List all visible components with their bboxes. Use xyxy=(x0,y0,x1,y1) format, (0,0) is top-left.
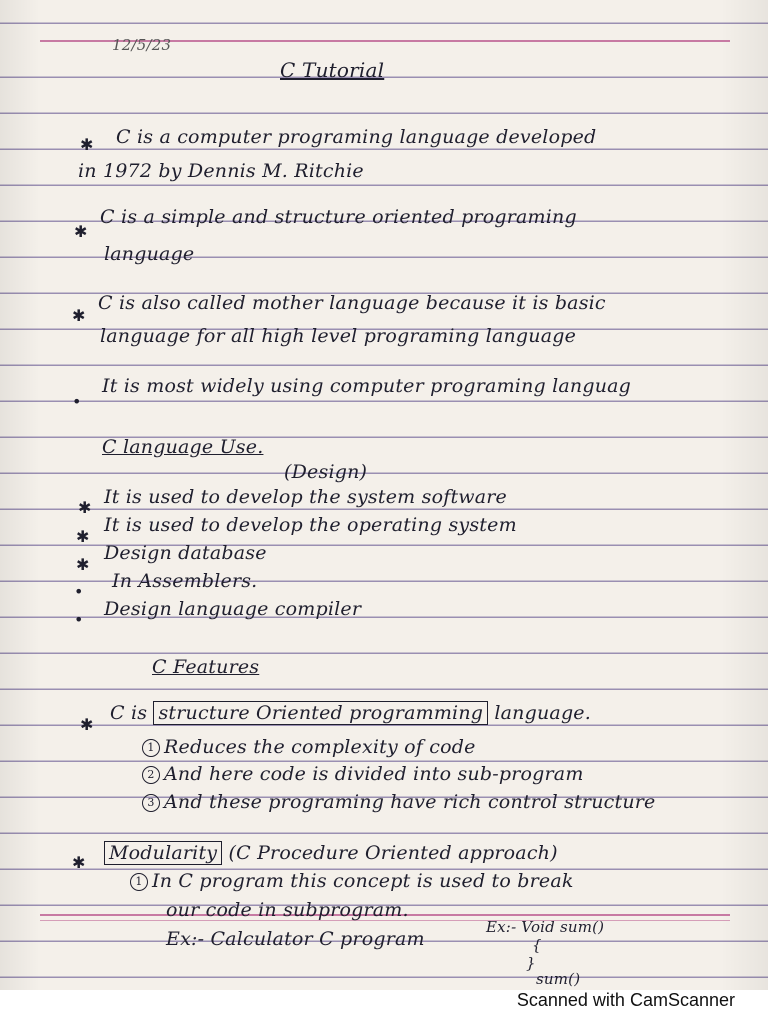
structured-suffix: language. xyxy=(494,702,591,724)
example-code-open: { xyxy=(532,936,542,954)
bullet-star: ✱ xyxy=(78,498,92,517)
intro-line-5: C is also called mother language because it is basic xyxy=(98,292,606,314)
date-note: 12/5/23 xyxy=(112,36,172,54)
bullet-star: ✱ xyxy=(80,135,94,154)
uses-item-4: In Assemblers. xyxy=(112,570,258,592)
circled-number: 2 xyxy=(142,766,160,784)
structured-prefix: C is xyxy=(110,702,148,724)
uses-item-1: It is used to develop the system software xyxy=(104,486,507,508)
example-code-call: sum() xyxy=(536,970,581,988)
modularity-rest: (C Procedure Oriented approach) xyxy=(228,842,558,864)
bullet-star: ✱ xyxy=(76,527,90,546)
structured-point-3: 3 And these programing have rich control structure xyxy=(142,791,656,813)
circled-number: 1 xyxy=(142,739,160,757)
circled-number: 1 xyxy=(130,873,148,891)
page-title: C Tutorial xyxy=(280,58,385,82)
modularity-line xyxy=(104,842,558,864)
intro-line-1: C is a computer programing language developed xyxy=(116,126,597,148)
circled-number: 3 xyxy=(142,794,160,812)
features-heading: C Features xyxy=(152,656,260,678)
structured-point-2: 2 And here code is divided into sub-program xyxy=(142,763,584,785)
bullet-star: ✱ xyxy=(72,306,86,325)
modularity-point-1-cont: our code in subprogram. xyxy=(166,899,409,921)
intro-line-2: in 1972 by Dennis M. Ritchie xyxy=(78,160,364,182)
bullet-dot: • xyxy=(74,610,84,629)
structured-line xyxy=(110,702,591,724)
modularity-point-1: 1 In C program this concept is used to break xyxy=(130,870,574,892)
intro-line-4: language xyxy=(104,243,195,265)
uses-heading: C language Use. xyxy=(102,436,264,458)
uses-item-3: Design database xyxy=(104,542,267,564)
bullet-star: ✱ xyxy=(74,222,88,241)
example-code-1: Ex:- Void sum() xyxy=(486,918,605,936)
bullet-star: ✱ xyxy=(72,853,86,872)
intro-line-3: C is a simple and structure oriented programing xyxy=(100,206,577,228)
modularity-boxed: Modularity xyxy=(104,841,222,865)
uses-note: (Design) xyxy=(284,461,368,483)
scanner-watermark: Scanned with CamScanner xyxy=(516,990,735,1010)
intro-line-6: language for all high level programing language xyxy=(100,325,577,347)
example-text: Ex:- Calculator C program xyxy=(166,928,425,950)
bullet-dot: • xyxy=(74,582,84,601)
bullet-star: ✱ xyxy=(80,715,94,734)
uses-item-5: Design language compiler xyxy=(104,598,362,620)
bullet-star: ✱ xyxy=(76,555,90,574)
example-code-close: } xyxy=(526,954,536,972)
intro-line-7: It is most widely using computer programing languag xyxy=(102,375,632,397)
structured-point-1: 1 Reduces the complexity of code xyxy=(142,736,476,758)
uses-item-2: It is used to develop the operating system xyxy=(104,514,517,536)
structured-boxed: structure Oriented programming xyxy=(153,701,488,725)
bullet-dot: • xyxy=(72,392,82,411)
